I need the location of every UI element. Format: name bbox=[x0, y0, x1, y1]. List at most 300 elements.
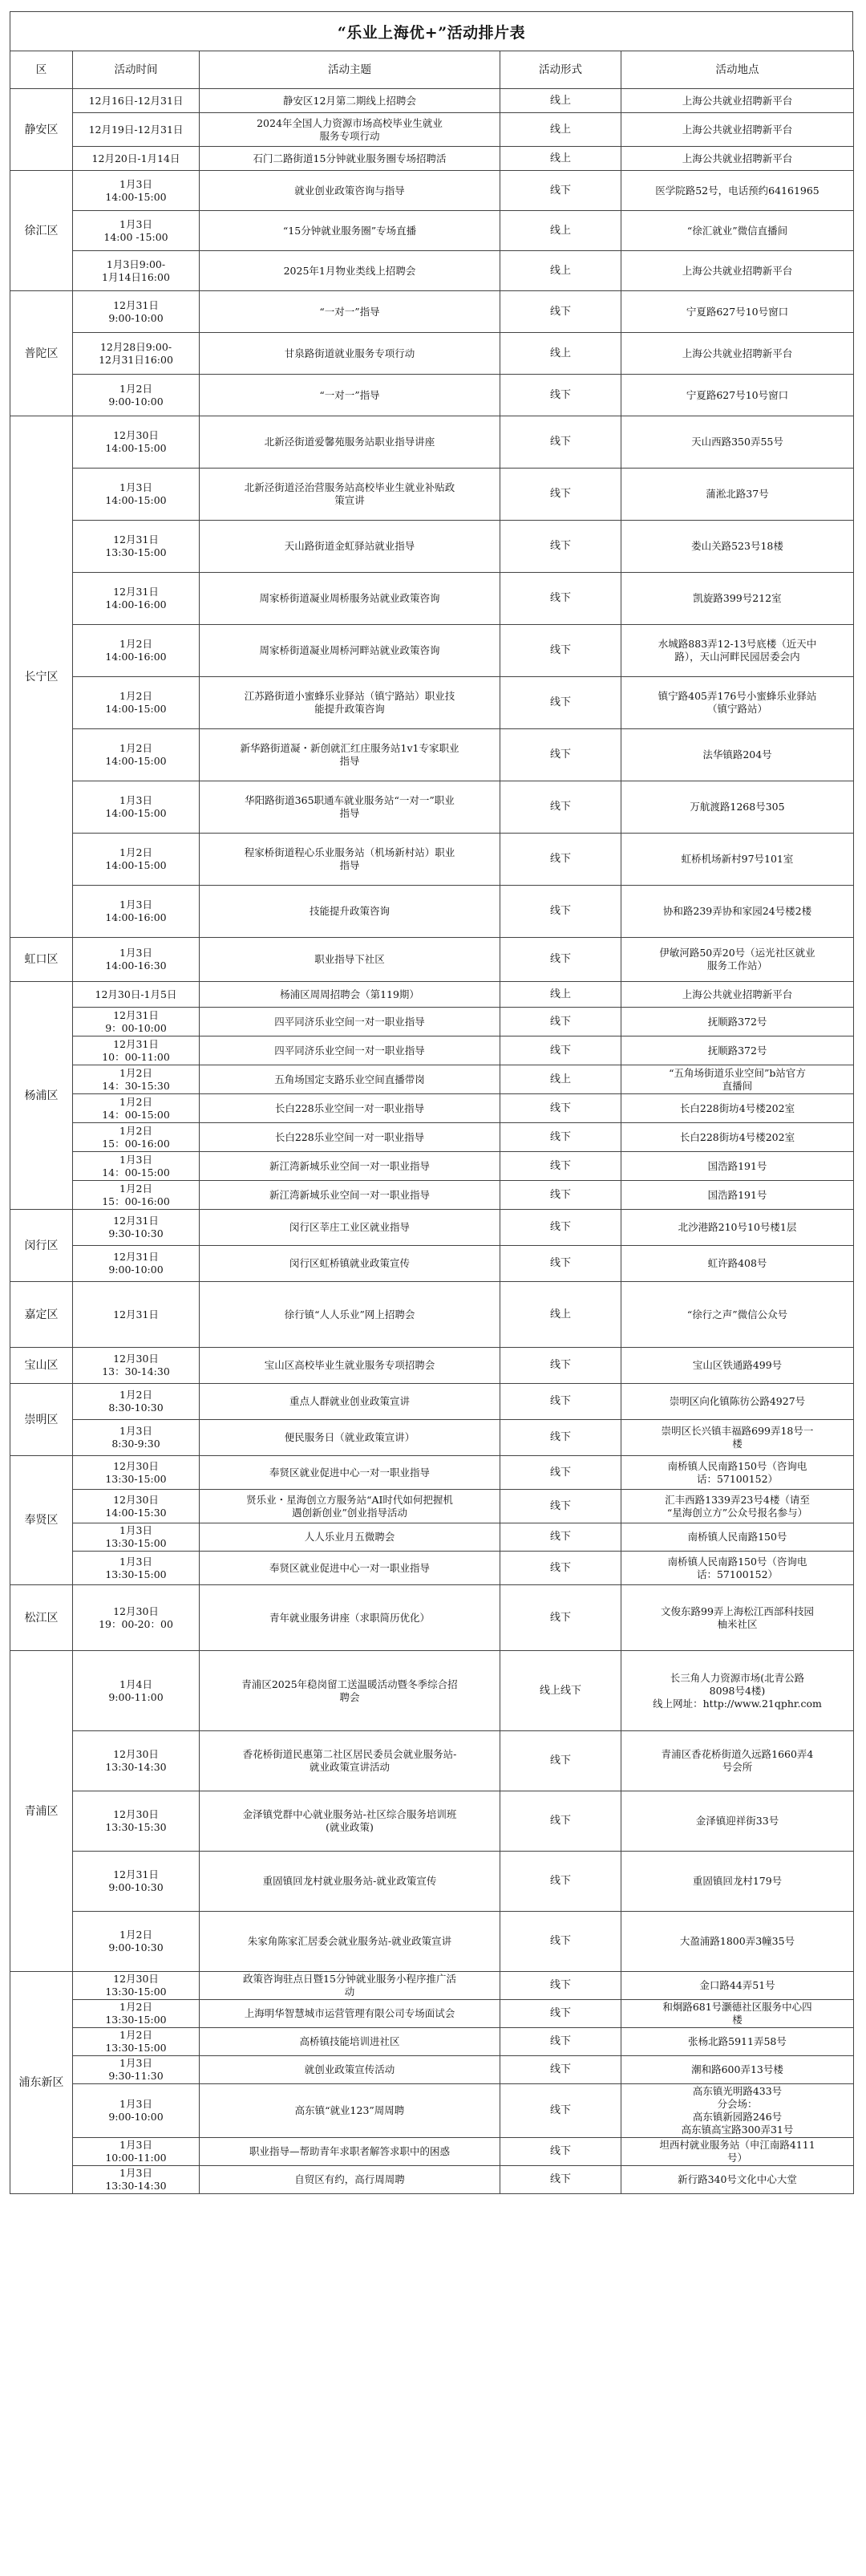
district-cell: 宝山区 bbox=[10, 1348, 73, 1384]
form-cell: 线下 bbox=[500, 1210, 621, 1246]
form-cell: 线下 bbox=[500, 2166, 621, 2194]
time-cell bbox=[73, 573, 200, 625]
topic-cell-line: 静安区12月第二期线上招聘会 bbox=[283, 94, 416, 107]
district-cell: 奉贤区 bbox=[10, 1456, 73, 1585]
time-cell-line: 1月2日 bbox=[119, 382, 152, 395]
form-cell: 线上 bbox=[500, 1282, 621, 1348]
place-cell bbox=[621, 1123, 854, 1152]
table-row bbox=[10, 1420, 854, 1456]
time-cell-line: 15：00-16:00 bbox=[102, 1137, 170, 1150]
table-row bbox=[10, 333, 854, 375]
form-cell: 线下 bbox=[500, 1152, 621, 1181]
time-cell bbox=[73, 89, 200, 113]
time-cell-line: 1月3日 bbox=[119, 217, 152, 230]
place-cell bbox=[621, 1490, 854, 1523]
time-cell bbox=[73, 2000, 200, 2028]
topic-cell-line: 指导 bbox=[339, 859, 360, 871]
time-cell-line: 1月2日 bbox=[119, 1124, 152, 1137]
table-row bbox=[10, 1912, 854, 1972]
form-cell: 线下 bbox=[500, 834, 621, 886]
time-cell bbox=[73, 1246, 200, 1282]
table-row bbox=[10, 938, 854, 982]
topic-cell-line: 2024年全国人力资源市场高校毕业生就业 bbox=[257, 116, 443, 129]
time-cell bbox=[73, 1210, 200, 1246]
topic-cell bbox=[200, 1420, 500, 1456]
time-cell-line: 13:30-15:00 bbox=[105, 2014, 167, 2026]
table-row bbox=[10, 2084, 854, 2138]
place-cell bbox=[621, 982, 854, 1008]
table-row bbox=[10, 1523, 854, 1552]
time-cell-line: 9：00-10:00 bbox=[105, 1021, 167, 1034]
place-cell-line: 号会所 bbox=[722, 1761, 753, 1773]
form-cell: 线下 bbox=[500, 1552, 621, 1585]
place-cell-line: 上海公共就业招聘新平台 bbox=[682, 152, 793, 164]
form-cell: 线上 bbox=[500, 333, 621, 375]
district-cell: 松江区 bbox=[10, 1585, 73, 1651]
topic-cell-line: 徐行镇“人人乐业”网上招聘会 bbox=[284, 1308, 415, 1320]
time-cell-line: 19：00-20：00 bbox=[99, 1617, 173, 1630]
topic-cell-line: 青浦区2025年稳岗留工送温暖活动暨冬季综合招 bbox=[241, 1677, 458, 1690]
time-cell-line: 13:30-15:00 bbox=[105, 2042, 167, 2054]
time-cell-line: 13:30-15:00 bbox=[105, 1537, 167, 1549]
time-cell bbox=[73, 1181, 200, 1210]
place-cell-line: 长三角人力资源市场(北青公路 bbox=[670, 1671, 805, 1684]
table-row bbox=[10, 291, 854, 333]
form-cell: 线下 bbox=[500, 1348, 621, 1384]
time-cell-line: 1月3日 bbox=[119, 1425, 152, 1437]
time-cell bbox=[73, 2166, 200, 2194]
topic-cell-line: 自贸区有约，高行周周聘 bbox=[294, 2173, 405, 2185]
form-cell: 线上 bbox=[500, 1065, 621, 1094]
time-cell-line: 15：00-16:00 bbox=[102, 1195, 170, 1207]
time-cell-line: 1月3日 bbox=[119, 2167, 152, 2179]
place-cell-line: 话：57100152） bbox=[696, 1472, 779, 1485]
time-cell-line: 13:30-15:00 bbox=[105, 1986, 167, 1998]
topic-cell-line: 职业指导下社区 bbox=[314, 953, 385, 965]
time-cell-line: 10：00-11:00 bbox=[102, 1050, 170, 1063]
form-cell: 线下 bbox=[500, 469, 621, 521]
time-cell-line: 8:30-10:30 bbox=[108, 1402, 164, 1414]
time-cell-line: 1月2日 bbox=[119, 1389, 152, 1401]
time-cell bbox=[73, 1651, 200, 1731]
time-cell-line: 12月31日 bbox=[113, 1868, 159, 1880]
place-cell-line: 话：57100152） bbox=[696, 1568, 779, 1580]
topic-cell bbox=[200, 1972, 500, 2000]
table-row bbox=[10, 1036, 854, 1065]
time-cell-line: 14:00-15:00 bbox=[105, 442, 167, 454]
topic-cell-line: 周家桥街道凝业周桥服务站就业政策咨询 bbox=[259, 592, 440, 604]
topic-cell bbox=[200, 521, 500, 573]
time-cell-line: 1月3日 bbox=[119, 481, 152, 493]
place-cell bbox=[621, 521, 854, 573]
place-cell-line: 协和路239弄协和家园24号楼2楼 bbox=[662, 905, 812, 917]
time-cell-line: 1月2日 bbox=[119, 846, 152, 858]
form-cell: 线下 bbox=[500, 625, 621, 677]
table-row bbox=[10, 781, 854, 834]
place-cell-line: 服务工作站） bbox=[706, 959, 767, 972]
topic-cell bbox=[200, 1523, 500, 1552]
time-cell-line: 1月3日 bbox=[119, 794, 152, 806]
place-cell-line: 高东镇高宝路300弄31号 bbox=[681, 2124, 794, 2136]
time-cell bbox=[73, 1152, 200, 1181]
topic-cell bbox=[200, 1065, 500, 1094]
place-cell-line: 蒲淞北路37号 bbox=[706, 488, 769, 500]
topic-cell bbox=[200, 2166, 500, 2194]
time-cell bbox=[73, 113, 200, 147]
topic-cell-line: 服务专项行动 bbox=[319, 129, 380, 142]
topic-cell-line: 宝山区高校毕业生就业服务专项招聘会 bbox=[264, 1359, 435, 1371]
place-cell-line: 宁夏路627号10号窗口 bbox=[686, 388, 789, 401]
form-cell: 线下 bbox=[500, 1972, 621, 2000]
place-cell-line: “徐汇就业”微信直播间 bbox=[686, 224, 788, 237]
form-cell: 线上 bbox=[500, 251, 621, 291]
form-cell: 线下 bbox=[500, 886, 621, 938]
topic-cell-line: 指导 bbox=[339, 807, 360, 819]
time-cell-line: 14:00 -15:00 bbox=[103, 230, 168, 243]
form-cell: 线上 bbox=[500, 982, 621, 1008]
table-row bbox=[10, 1456, 854, 1490]
place-cell-line: 镇宁路405弄176号小蜜蜂乐业驿站 bbox=[658, 690, 817, 702]
topic-cell-line: 闵行区莘庄工业区就业指导 bbox=[289, 1221, 410, 1233]
topic-cell-line: 新华路街道凝・新创就汇红庄服务站1v1专家职业 bbox=[240, 742, 459, 754]
topic-cell bbox=[200, 2028, 500, 2056]
topic-cell bbox=[200, 251, 500, 291]
topic-cell bbox=[200, 1094, 500, 1123]
table-row bbox=[10, 1791, 854, 1852]
time-cell bbox=[73, 1585, 200, 1651]
form-cell: 线上 bbox=[500, 113, 621, 147]
place-cell-line: 医学院路52号，电话预约64161965 bbox=[655, 184, 819, 197]
header-row bbox=[10, 51, 854, 89]
place-cell-line: 上海公共就业招聘新平台 bbox=[682, 264, 793, 277]
topic-cell bbox=[200, 1348, 500, 1384]
topic-cell-line: 甘泉路街道就业服务专项行动 bbox=[284, 347, 415, 359]
place-cell-line: 高东镇新园路246号 bbox=[692, 2111, 783, 2123]
time-cell bbox=[73, 147, 200, 171]
place-cell-line: 抚顺路372号 bbox=[707, 1044, 767, 1057]
topic-cell bbox=[200, 1384, 500, 1420]
place-cell-line: 宝山区铁通路499号 bbox=[692, 1359, 783, 1371]
form-cell: 线下 bbox=[500, 1008, 621, 1036]
time-cell-line: 1月2日 bbox=[119, 742, 152, 754]
time-cell-line: 14:00-15:00 bbox=[105, 755, 167, 767]
time-cell-line: 9:00-10:00 bbox=[108, 311, 164, 324]
place-cell bbox=[621, 2000, 854, 2028]
place-cell-line: 文俊东路99弄上海松江西部科技园 bbox=[661, 1604, 814, 1617]
place-cell bbox=[621, 1036, 854, 1065]
place-cell bbox=[621, 886, 854, 938]
place-cell bbox=[621, 2166, 854, 2194]
table-row bbox=[10, 1152, 854, 1181]
time-cell-line: 12月16日-12月31日 bbox=[88, 94, 184, 107]
place-cell bbox=[621, 1651, 854, 1731]
place-cell-line: 虹许路408号 bbox=[707, 1257, 767, 1269]
topic-cell-line: 贤乐业・星海创立方服务站“AI时代如何把握机 bbox=[246, 1493, 453, 1506]
form-cell: 线下 bbox=[500, 1420, 621, 1456]
time-cell-line: 12月30日 bbox=[113, 1493, 159, 1506]
place-cell bbox=[621, 1094, 854, 1123]
place-cell bbox=[621, 1246, 854, 1282]
place-cell-line: 娄山关路523号18楼 bbox=[691, 540, 783, 552]
time-cell-line: 13:30-15:00 bbox=[105, 1472, 167, 1485]
topic-cell bbox=[200, 2138, 500, 2166]
topic-cell-line: 青年就业服务讲座（求职简历优化） bbox=[269, 1611, 430, 1624]
place-cell-line: 大盈浦路1800弄3幢35号 bbox=[679, 1935, 795, 1947]
time-cell bbox=[73, 1852, 200, 1912]
place-cell bbox=[621, 1523, 854, 1552]
topic-cell-line: 长白228乐业空间一对一职业指导 bbox=[274, 1101, 425, 1114]
topic-cell-line: 长白228乐业空间一对一职业指导 bbox=[274, 1130, 425, 1143]
topic-cell-line: 策宣讲 bbox=[334, 494, 365, 506]
district-cell: 嘉定区 bbox=[10, 1282, 73, 1348]
form-cell: 线下 bbox=[500, 2028, 621, 2056]
time-cell bbox=[73, 2084, 200, 2138]
time-cell-line: 12月30日 bbox=[113, 1353, 159, 1365]
time-cell bbox=[73, 1552, 200, 1585]
place-cell-line: 虹桥机场新村97号101室 bbox=[681, 853, 794, 865]
topic-cell-line: 便民服务日（就业政策宣讲） bbox=[284, 1431, 415, 1443]
time-cell-line: 12月31日16:00 bbox=[99, 353, 173, 366]
topic-cell-line: 重点人群就业创业政策宣讲 bbox=[289, 1395, 410, 1407]
place-cell bbox=[621, 781, 854, 834]
form-cell: 线下 bbox=[500, 2138, 621, 2166]
form-cell: 线下 bbox=[500, 1731, 621, 1791]
place-cell-line: 国浩路191号 bbox=[707, 1188, 767, 1201]
place-cell-line: 上海公共就业招聘新平台 bbox=[682, 988, 793, 1000]
place-cell bbox=[621, 1972, 854, 2000]
form-cell: 线下 bbox=[500, 781, 621, 834]
time-cell-line: 9:00-10:00 bbox=[108, 1264, 164, 1276]
form-cell: 线下 bbox=[500, 375, 621, 416]
topic-cell-line: 新江湾新城乐业空间一对一职业指导 bbox=[269, 1159, 430, 1172]
time-cell-line: 1月3日 bbox=[119, 1524, 152, 1536]
place-cell-line: 上海公共就业招聘新平台 bbox=[682, 94, 793, 107]
district-cell: 青浦区 bbox=[10, 1651, 73, 1972]
time-cell-line: 12月30日 bbox=[113, 1459, 159, 1472]
time-cell-line: 12月28日9:00- bbox=[99, 340, 172, 353]
topic-cell-line: 高桥镇技能培训进社区 bbox=[299, 2035, 400, 2047]
form-cell: 线下 bbox=[500, 1912, 621, 1972]
topic-cell-line: 职业指导—帮助青年求职者解答求职中的困惑 bbox=[249, 2145, 450, 2157]
time-cell-line: 12月31日 bbox=[113, 1008, 159, 1021]
time-cell-line: 9:00-10:30 bbox=[108, 1941, 164, 1953]
place-cell-line: 柚米社区 bbox=[717, 1617, 758, 1630]
form-cell: 线下 bbox=[500, 729, 621, 781]
place-cell bbox=[621, 211, 854, 251]
table-row bbox=[10, 171, 854, 211]
place-cell-line: 汇丰西路1339弄23号4楼（请至 bbox=[665, 1493, 810, 1506]
topic-cell-line: (就业政策) bbox=[326, 1821, 374, 1833]
time-cell bbox=[73, 1490, 200, 1523]
topic-cell bbox=[200, 625, 500, 677]
topic-cell-line: 能提升政策咨询 bbox=[314, 703, 385, 715]
topic-cell-line: 上海明华智慧城市运营管理有限公司专场面试会 bbox=[244, 2007, 455, 2019]
topic-cell bbox=[200, 1123, 500, 1152]
topic-cell bbox=[200, 2000, 500, 2028]
time-cell-line: 14:00-15:00 bbox=[105, 190, 167, 203]
place-cell bbox=[621, 375, 854, 416]
table-row bbox=[10, 2138, 854, 2166]
place-cell-line: 楼 bbox=[732, 2014, 743, 2026]
topic-cell-line: 奉贤区就业促进中心一对一职业指导 bbox=[269, 1466, 430, 1479]
place-cell-line: 万航渡路1268号305 bbox=[690, 801, 785, 813]
topic-cell bbox=[200, 1210, 500, 1246]
time-cell bbox=[73, 1420, 200, 1456]
place-cell bbox=[621, 2056, 854, 2084]
topic-cell bbox=[200, 729, 500, 781]
topic-cell-line: 香花桥街道民惠第二社区居民委员会就业服务站- bbox=[242, 1748, 457, 1760]
place-cell bbox=[621, 834, 854, 886]
table-row bbox=[10, 982, 854, 1008]
place-cell bbox=[621, 1152, 854, 1181]
place-cell bbox=[621, 625, 854, 677]
table-row bbox=[10, 469, 854, 521]
time-cell-line: 13:30-14:30 bbox=[105, 1761, 167, 1773]
time-cell-line: 1月3日 bbox=[119, 1153, 152, 1166]
topic-cell bbox=[200, 677, 500, 729]
form-cell: 线下 bbox=[500, 1246, 621, 1282]
time-cell-line: 1月4日 bbox=[119, 1677, 152, 1690]
time-cell-line: 1月3日 bbox=[119, 899, 152, 911]
time-cell bbox=[73, 834, 200, 886]
table-row bbox=[10, 677, 854, 729]
topic-cell bbox=[200, 1282, 500, 1348]
topic-cell bbox=[200, 1912, 500, 1972]
place-cell bbox=[621, 1210, 854, 1246]
time-cell bbox=[73, 416, 200, 469]
place-cell bbox=[621, 1384, 854, 1420]
place-cell bbox=[621, 1282, 854, 1348]
time-cell bbox=[73, 1282, 200, 1348]
district-cell: 徐汇区 bbox=[10, 171, 73, 291]
place-cell-line: 上海公共就业招聘新平台 bbox=[682, 347, 793, 359]
district-cell: 普陀区 bbox=[10, 291, 73, 416]
place-cell-line: 直播间 bbox=[722, 1079, 753, 1092]
topic-cell-line: 天山路街道金虹驿站就业指导 bbox=[284, 540, 415, 552]
time-cell-line: 14:00-15:00 bbox=[105, 494, 167, 506]
place-cell-line: 号） bbox=[726, 2152, 747, 2164]
topic-cell bbox=[200, 1651, 500, 1731]
table-row bbox=[10, 1123, 854, 1152]
time-cell bbox=[73, 982, 200, 1008]
topic-cell-line: 就业政策宣讲活动 bbox=[309, 1761, 390, 1773]
topic-cell bbox=[200, 211, 500, 251]
place-cell-line: 水城路883弄12-13号底楼（近天中 bbox=[658, 638, 817, 650]
table-row bbox=[10, 521, 854, 573]
time-cell-line: 12月30日 bbox=[113, 1748, 159, 1760]
topic-cell-line: 杨浦区周周招聘会（第119期） bbox=[280, 988, 419, 1000]
table-row bbox=[10, 1282, 854, 1348]
place-cell bbox=[621, 147, 854, 171]
form-cell: 线上 bbox=[500, 211, 621, 251]
table-row bbox=[10, 729, 854, 781]
time-cell-line: 14：30-15:30 bbox=[102, 1079, 170, 1092]
form-cell: 线下 bbox=[500, 1094, 621, 1123]
place-cell-line: 南桥镇人民南路150号（咨询电 bbox=[667, 1555, 807, 1568]
topic-cell-line: 华阳路街道365职通车就业服务站“一对一”职业 bbox=[245, 794, 455, 806]
topic-cell bbox=[200, 469, 500, 521]
place-cell bbox=[621, 1852, 854, 1912]
place-cell-line: 金口路44弄51号 bbox=[699, 1979, 775, 1991]
time-cell-line: 12月20日-1月14日 bbox=[91, 152, 180, 164]
time-cell bbox=[73, 211, 200, 251]
district-cell: 闵行区 bbox=[10, 1210, 73, 1282]
table-row bbox=[10, 1651, 854, 1731]
place-cell-line: 伊敏河路50弄20号（运光社区就业 bbox=[659, 947, 815, 959]
table-row bbox=[10, 1490, 854, 1523]
time-cell-line: 1月3日9:00- bbox=[106, 258, 166, 270]
topic-cell bbox=[200, 375, 500, 416]
time-cell-line: 12月30日 bbox=[113, 1604, 159, 1617]
place-cell bbox=[621, 1552, 854, 1585]
form-cell: 线下 bbox=[500, 2000, 621, 2028]
time-cell-line: 1月2日 bbox=[119, 690, 152, 702]
table-row bbox=[10, 1181, 854, 1210]
topic-cell-line: 闵行区虹桥镇就业政策宣传 bbox=[289, 1257, 410, 1269]
form-cell: 线下 bbox=[500, 938, 621, 982]
table-row bbox=[10, 1852, 854, 1912]
topic-cell-line: 奉贤区就业促进中心一对一职业指导 bbox=[269, 1561, 430, 1574]
topic-cell-line: “一对一”指导 bbox=[319, 305, 380, 318]
time-cell bbox=[73, 469, 200, 521]
time-cell bbox=[73, 625, 200, 677]
time-cell-line: 1月3日 bbox=[119, 2098, 152, 2110]
topic-cell-line: 朱家角陈家汇居委会就业服务站-就业政策宣讲 bbox=[247, 1935, 452, 1947]
time-cell-line: 1月3日 bbox=[119, 177, 152, 190]
place-cell-line: 崇明区长兴镇丰福路699弄18号一 bbox=[661, 1425, 814, 1437]
time-cell-line: 14:00-16:00 bbox=[105, 911, 167, 923]
header-time: 活动时间 bbox=[73, 51, 200, 89]
place-cell-line: 8098号4楼) bbox=[709, 1684, 766, 1697]
place-cell-line: 长白228街坊4号楼202室 bbox=[679, 1130, 795, 1143]
time-cell-line: 1月3日 bbox=[119, 2139, 152, 2151]
table-row bbox=[10, 89, 854, 113]
topic-cell-line: 四平同济乐业空间一对一职业指导 bbox=[274, 1015, 425, 1028]
form-cell: 线上线下 bbox=[500, 1651, 621, 1731]
topic-cell bbox=[200, 2056, 500, 2084]
time-cell bbox=[73, 1972, 200, 2000]
form-cell: 线下 bbox=[500, 171, 621, 211]
topic-cell bbox=[200, 1791, 500, 1852]
topic-cell bbox=[200, 982, 500, 1008]
time-cell-line: 13:30-14:30 bbox=[105, 2180, 167, 2192]
time-cell-line: 14:00-15:30 bbox=[105, 1506, 167, 1519]
place-cell-line: 楼 bbox=[732, 1438, 743, 1450]
topic-cell-line: 北新泾街道爱馨苑服务站职业指导讲座 bbox=[264, 436, 435, 448]
form-cell: 线上 bbox=[500, 89, 621, 113]
place-cell bbox=[621, 573, 854, 625]
topic-cell-line: 高东镇“就业123”周周聘 bbox=[294, 2104, 405, 2116]
topic-cell bbox=[200, 1246, 500, 1282]
place-cell bbox=[621, 333, 854, 375]
table-row bbox=[10, 1065, 854, 1094]
place-cell-line: （镇宁路站） bbox=[706, 703, 767, 715]
topic-cell bbox=[200, 886, 500, 938]
place-cell-line: 重固镇回龙村179号 bbox=[692, 1875, 783, 1887]
district-cell: 浦东新区 bbox=[10, 1972, 73, 2194]
form-cell: 线上 bbox=[500, 147, 621, 171]
time-cell-line: 1月2日 bbox=[119, 2001, 152, 2013]
time-cell bbox=[73, 1523, 200, 1552]
time-cell bbox=[73, 1094, 200, 1123]
topic-cell bbox=[200, 834, 500, 886]
table-row bbox=[10, 113, 854, 147]
time-cell-line: 14:00-16:00 bbox=[105, 598, 167, 611]
place-cell bbox=[621, 113, 854, 147]
place-cell bbox=[621, 1420, 854, 1456]
table-row bbox=[10, 1972, 854, 2000]
place-cell-line: 长白228街坊4号楼202室 bbox=[679, 1101, 795, 1114]
